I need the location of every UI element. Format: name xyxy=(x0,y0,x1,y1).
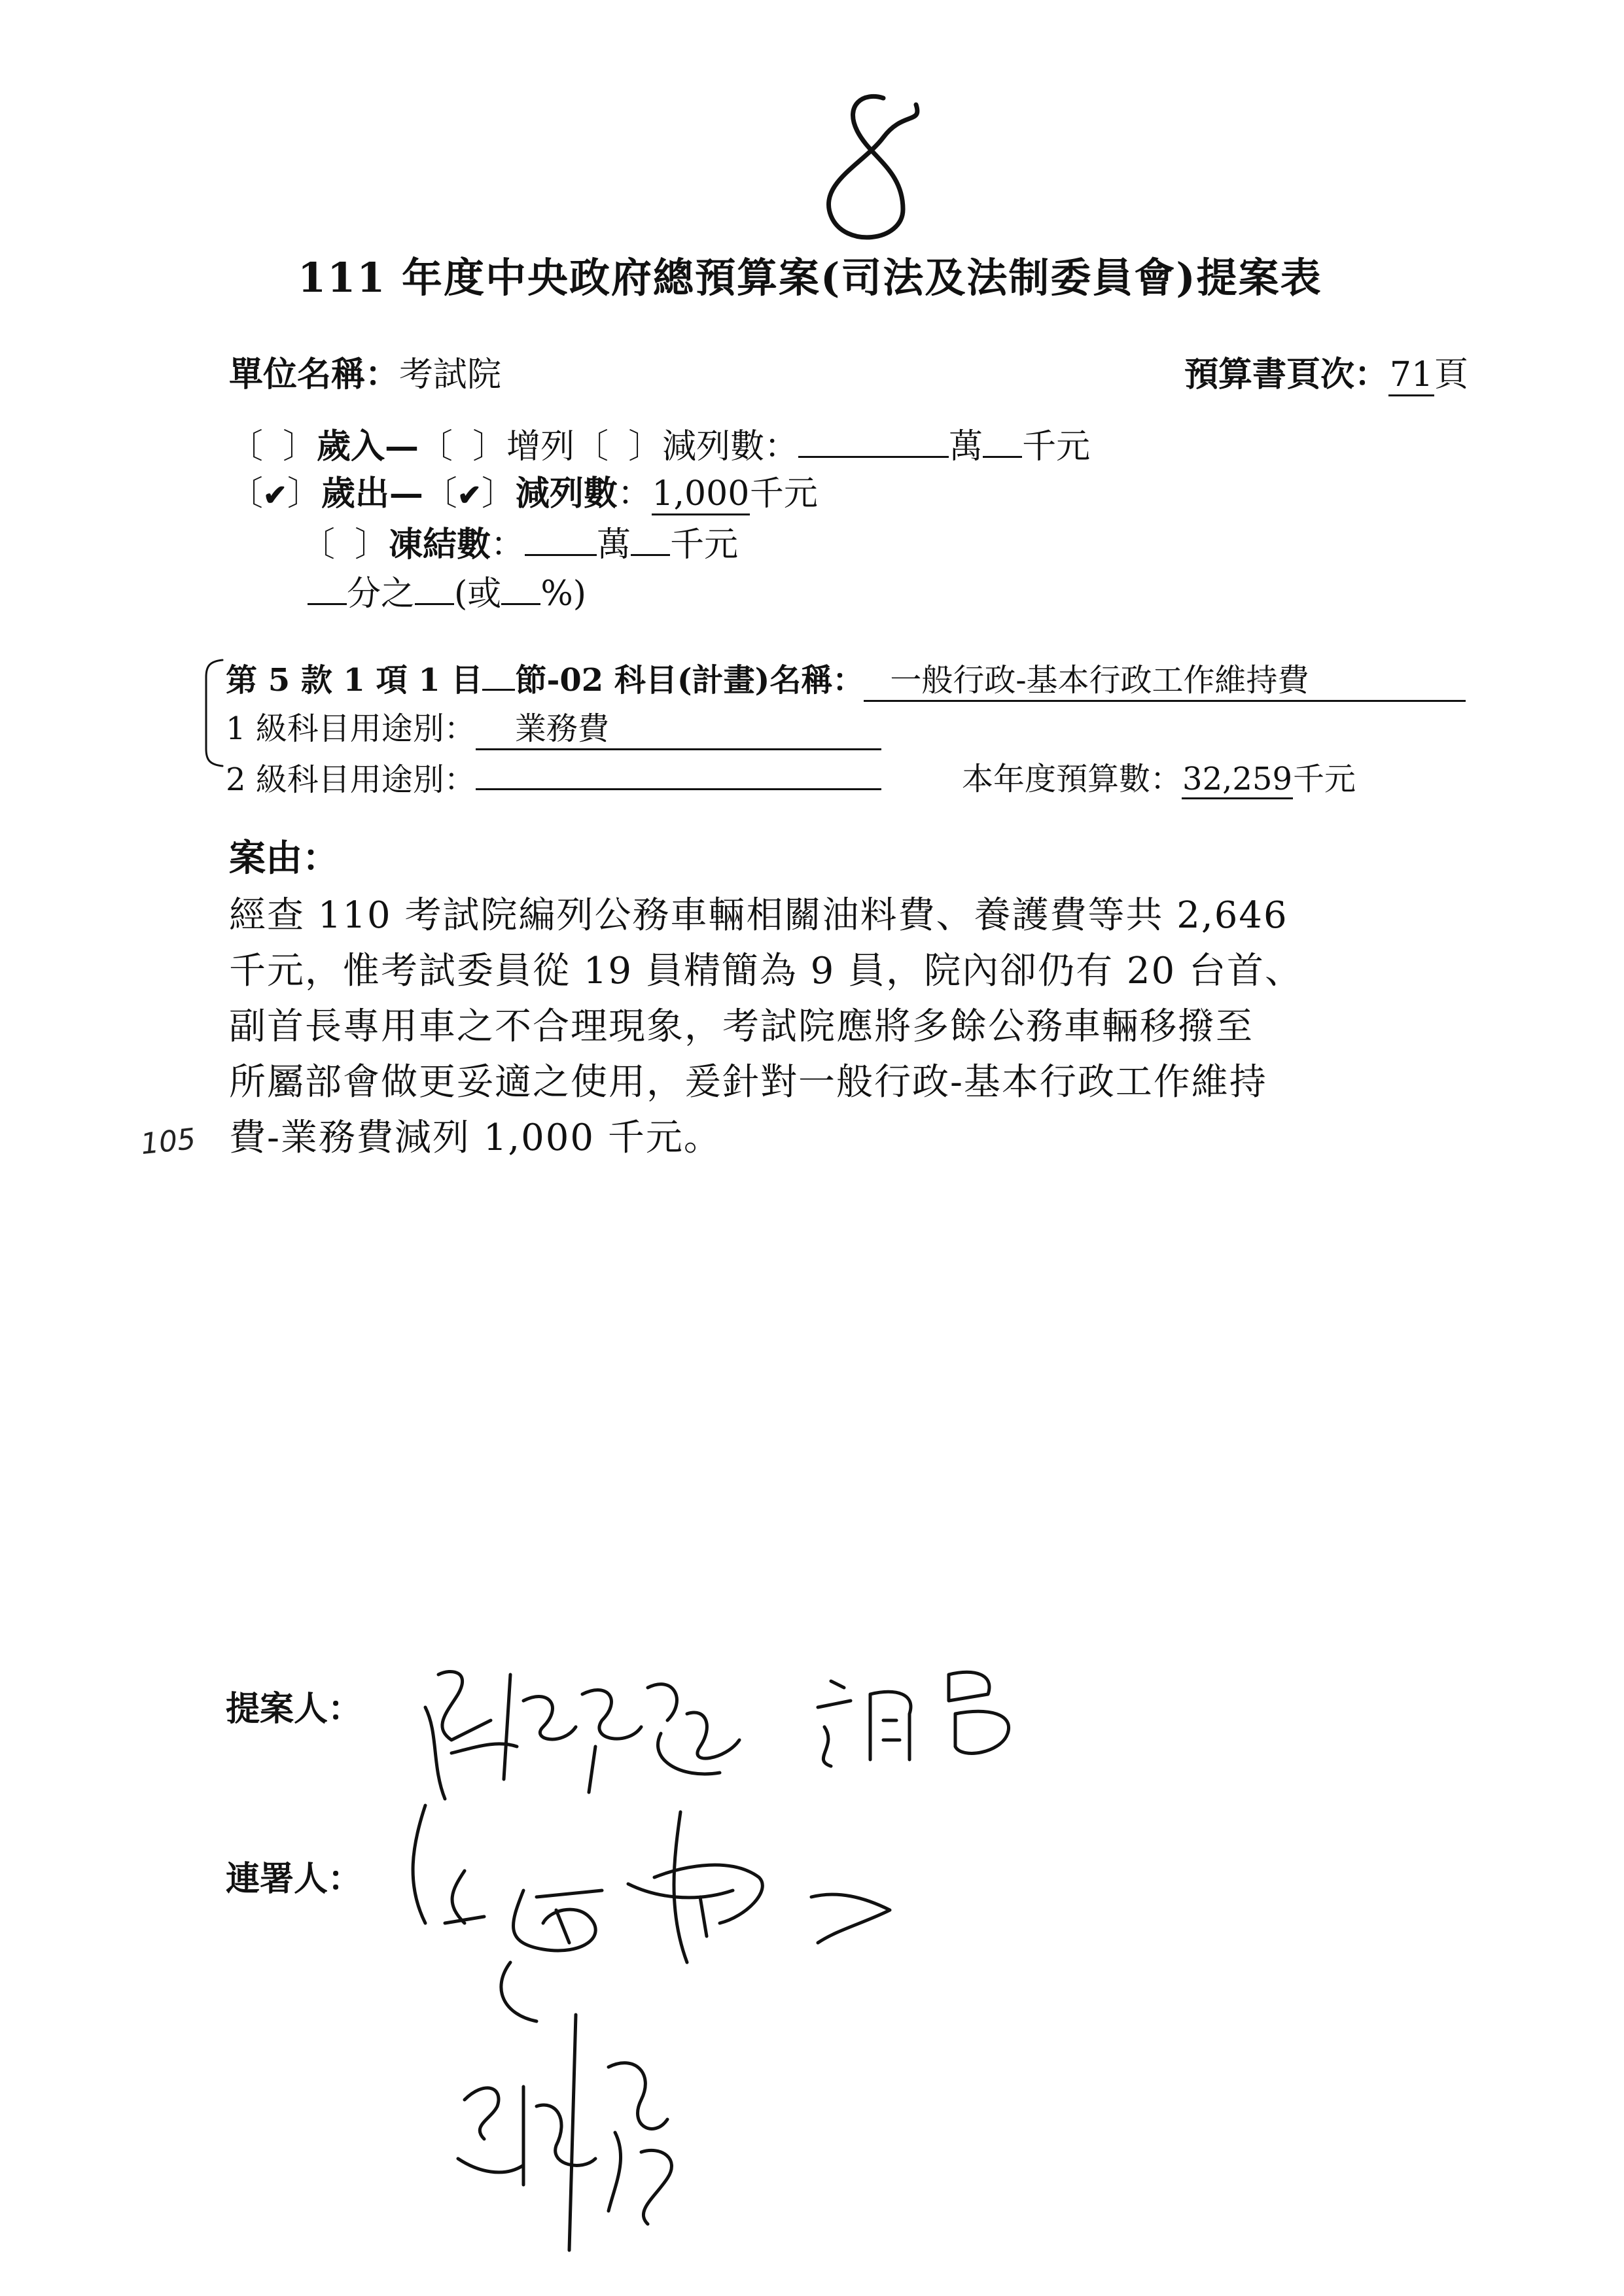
fraction-pct: %) xyxy=(540,574,587,614)
revenue-amount xyxy=(798,419,949,458)
unit-row xyxy=(229,347,501,396)
level1-row xyxy=(226,703,881,750)
budget-page-value: 71 xyxy=(1388,355,1434,396)
fraction-or: (或 xyxy=(454,574,502,614)
expense-amount: 1,000 xyxy=(652,474,750,515)
expense-label: 歲出— xyxy=(321,474,423,513)
fraction-fen-zhi: 分之 xyxy=(347,574,415,614)
fraction-row xyxy=(308,566,586,615)
revenue-checkbox: 〔 〕 xyxy=(229,427,317,467)
cosigner-signature xyxy=(393,1792,1014,2263)
item-jie: 節-02 科目(計畫)名稱： xyxy=(515,661,864,699)
annual-budget-row xyxy=(962,754,1356,799)
page-mark xyxy=(805,85,936,255)
item-section-bracket xyxy=(196,657,229,769)
annual-budget-unit: 千元 xyxy=(1293,761,1356,797)
unit-label: 單位名稱： xyxy=(229,355,400,394)
revenue-wan: 萬 xyxy=(949,427,983,467)
reason-line: 副首長專用車之不合理現象，考試院應將多餘公務車輛移撥至 xyxy=(229,1005,1254,1048)
budget-page-label: 預算書頁次： xyxy=(1184,355,1389,394)
expense-colon: ： xyxy=(617,474,652,513)
expense-decrease-label: 減列數 xyxy=(515,474,618,513)
proposer-label: 提案人： xyxy=(226,1689,362,1729)
revenue-increase-label: 增列 xyxy=(506,427,575,467)
expense-decrease-checkbox: 〔✔〕 xyxy=(423,474,516,513)
freeze-wan: 萬 xyxy=(597,525,631,565)
item-name: 一般行政-基本行政工作維持費 xyxy=(864,655,1466,702)
revenue-row xyxy=(229,419,1090,468)
budget-page-suffix: 頁 xyxy=(1434,355,1469,394)
fraction-percent-blank xyxy=(501,566,540,605)
revenue-increase-checkbox: 〔 〕 xyxy=(419,427,507,467)
revenue-label: 歲入— xyxy=(317,426,419,467)
check-mark-icon: ✔ xyxy=(263,479,287,512)
revenue-qian: 千元 xyxy=(1022,427,1091,467)
reason-line: 千元，惟考試委員從 19 員精簡為 9 員，院內卻仍有 20 台首、 xyxy=(229,950,1303,992)
reason-line: 費-業務費減列 1,000 千元。 xyxy=(229,1117,722,1159)
fraction-denominator-blank xyxy=(308,566,347,605)
expense-row xyxy=(229,466,818,515)
freeze-wan-blank xyxy=(525,517,597,556)
revenue-decrease-checkbox: 〔 〕 xyxy=(574,427,663,467)
level2-value xyxy=(476,754,881,790)
reason-heading: 案由： xyxy=(229,837,339,880)
cosigner-signature-drawing xyxy=(393,1792,1014,2263)
level1-label: 1 級科目用途別： xyxy=(226,710,476,747)
freeze-label: 凍結數 xyxy=(389,525,491,565)
cosigner-label: 連署人： xyxy=(226,1859,362,1899)
reason-line: 所屬部會做更妥適之使用，爰針對一般行政-基本行政工作維持 xyxy=(229,1061,1267,1104)
margin-note: 105 xyxy=(139,1122,198,1162)
item-row xyxy=(226,654,1466,702)
page-mark-drawing xyxy=(805,85,936,255)
annual-budget-label: 本年度預算數： xyxy=(962,761,1182,797)
check-mark-icon: ✔ xyxy=(457,479,482,512)
freeze-checkbox: 〔 〕 xyxy=(301,525,389,565)
level2-row xyxy=(226,754,881,799)
freeze-qian: 千元 xyxy=(670,525,739,565)
fraction-numerator-blank xyxy=(415,566,454,605)
expense-unit: 千元 xyxy=(749,474,818,513)
freeze-qian-blank xyxy=(631,517,670,556)
item-jie-blank xyxy=(482,654,515,691)
freeze-row xyxy=(301,517,738,566)
page-title: 111 年度中央政府總預算案(司法及法制委員會)提案表 xyxy=(298,254,1322,302)
level2-label: 2 級科目用途別： xyxy=(226,761,476,798)
revenue-qian-blank xyxy=(983,419,1022,458)
level1-value: 業務費 xyxy=(476,703,881,750)
revenue-decrease-label: 減列數： xyxy=(662,427,799,467)
annual-budget-value: 32,259 xyxy=(1182,761,1293,799)
brace-drawing xyxy=(196,657,229,769)
freeze-colon: ： xyxy=(491,525,525,565)
expense-checkbox: 〔✔〕 xyxy=(229,474,321,513)
reason-line: 經查 110 考試院編列公務車輛相關油料費、養護費等共 2,646 xyxy=(229,894,1288,937)
item-prefix: 第 5 款 1 項 1 目 xyxy=(226,661,483,699)
budget-page-row xyxy=(1184,347,1468,396)
unit-value: 考試院 xyxy=(399,355,502,394)
